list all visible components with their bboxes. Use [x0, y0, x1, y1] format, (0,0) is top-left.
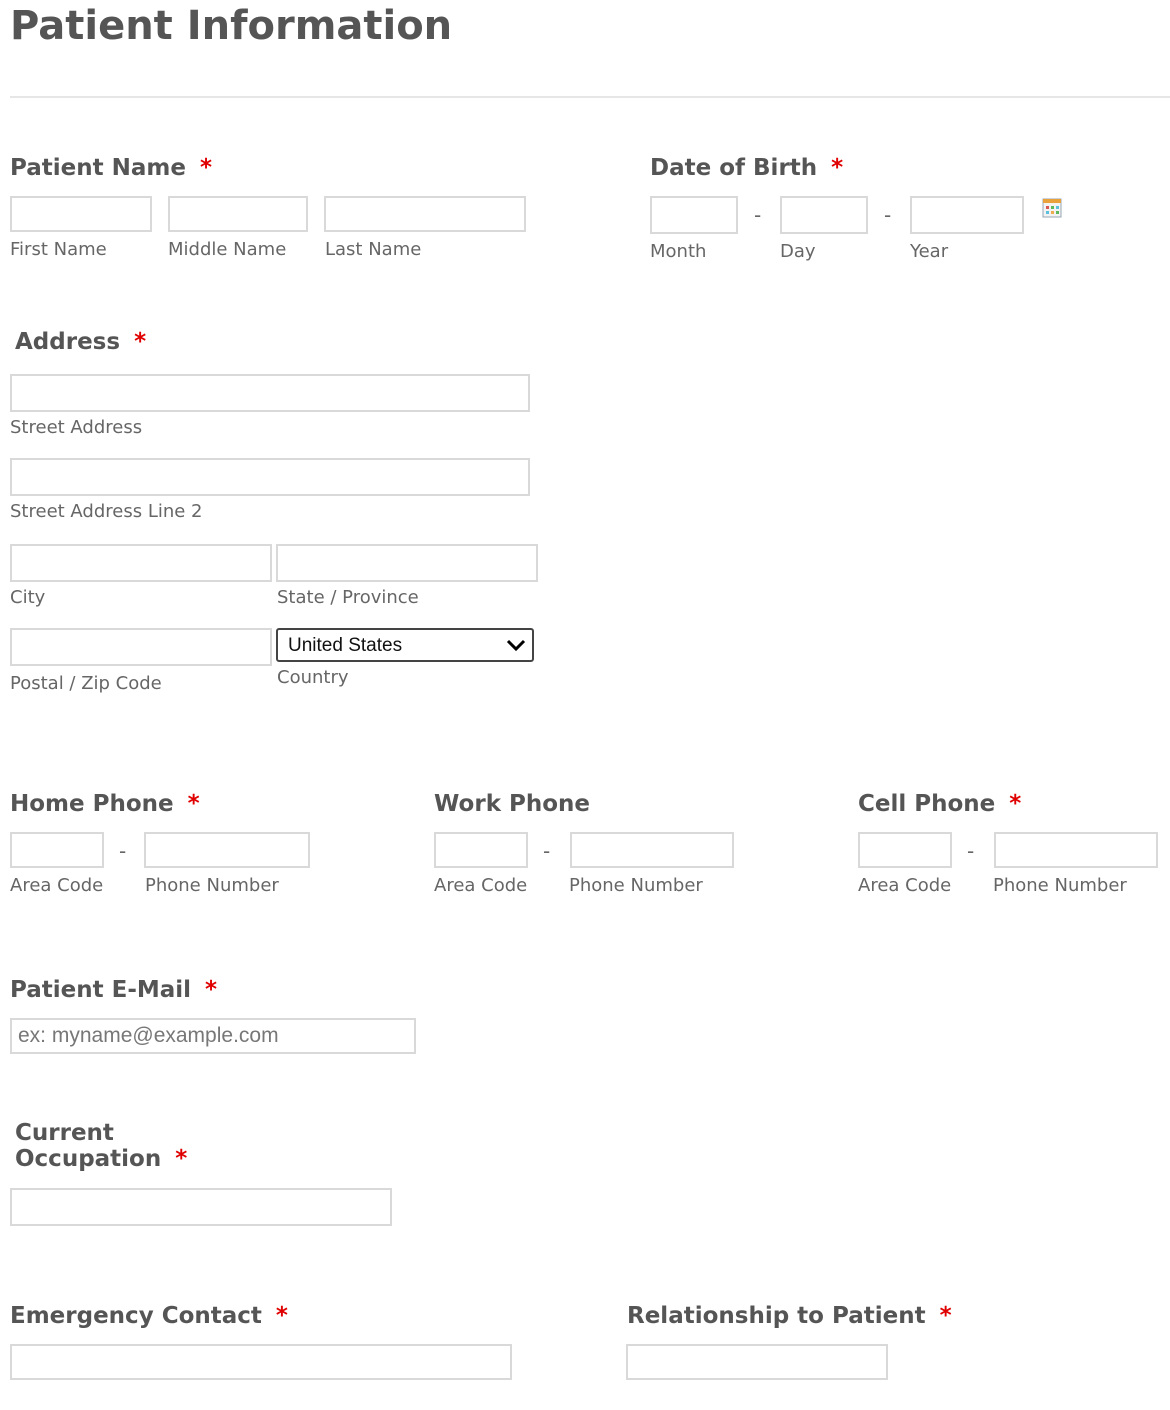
occupation-label-line2-wrap [15, 1146, 187, 1172]
city-sublabel: City [10, 587, 46, 608]
patient-name-label-text: Patient Name [10, 155, 186, 181]
cell-phone-area-input[interactable] [858, 832, 952, 868]
work-phone-label [434, 791, 590, 817]
dob-dash: - [884, 203, 892, 227]
state-province-sublabel: State / Province [277, 587, 419, 608]
chevron-down-icon [506, 637, 526, 653]
first-name-sublabel: First Name [10, 239, 107, 260]
work-phone-area-input[interactable] [434, 832, 528, 868]
work-phone-number-sublabel: Phone Number [569, 875, 703, 896]
required-asterisk: * [205, 977, 218, 1003]
occupation-label-line1: Current [15, 1120, 114, 1146]
address-label-text: Address [15, 329, 121, 355]
country-sublabel: Country [277, 667, 349, 688]
email-input[interactable] [10, 1018, 416, 1054]
phone-dash: - [967, 839, 975, 863]
cell-phone-number-input[interactable] [994, 832, 1158, 868]
cell-phone-label [858, 791, 1021, 817]
home-phone-number-input[interactable] [144, 832, 310, 868]
home-phone-label-text: Home Phone [10, 791, 174, 817]
street-address-line2-input[interactable] [10, 458, 530, 496]
title-divider [10, 96, 1170, 98]
first-name-input[interactable] [10, 196, 152, 232]
emergency-contact-label-text: Emergency Contact [10, 1303, 262, 1329]
dob-month-sublabel: Month [650, 241, 707, 262]
required-asterisk: * [175, 1146, 188, 1172]
dob-day-sublabel: Day [780, 241, 816, 262]
required-asterisk: * [831, 155, 844, 181]
country-select-value: United States [288, 635, 403, 656]
last-name-input[interactable] [324, 196, 526, 232]
relationship-label-text: Relationship to Patient [627, 1303, 926, 1329]
required-asterisk: * [1009, 791, 1022, 817]
home-phone-area-sublabel: Area Code [10, 875, 104, 896]
occupation-label-line2: Occupation [15, 1146, 162, 1172]
last-name-sublabel: Last Name [325, 239, 422, 260]
dob-dash: - [754, 203, 762, 227]
home-phone-number-sublabel: Phone Number [145, 875, 279, 896]
country-select[interactable] [276, 628, 534, 662]
emergency-contact-input[interactable] [10, 1344, 512, 1380]
address-label [15, 329, 146, 355]
dob-year-sublabel: Year [910, 241, 949, 262]
email-label [10, 977, 217, 1003]
dob-label-text: Date of Birth [650, 155, 818, 181]
emergency-contact-label [10, 1303, 288, 1329]
work-phone-area-sublabel: Area Code [434, 875, 528, 896]
phone-dash: - [119, 839, 127, 863]
street-address-input[interactable] [10, 374, 530, 412]
dob-month-input[interactable] [650, 196, 738, 234]
required-asterisk: * [134, 329, 147, 355]
state-province-input[interactable] [276, 544, 538, 582]
email-label-text: Patient E-Mail [10, 977, 192, 1003]
dob-day-input[interactable] [780, 196, 868, 234]
relationship-input[interactable] [626, 1344, 888, 1380]
dob-label [650, 155, 843, 181]
patient-name-label [10, 155, 212, 181]
work-phone-number-input[interactable] [570, 832, 734, 868]
postal-code-input[interactable] [10, 628, 272, 666]
middle-name-input[interactable] [168, 196, 308, 232]
required-asterisk: * [187, 791, 200, 817]
relationship-label [627, 1303, 952, 1329]
required-asterisk: * [275, 1303, 288, 1329]
calendar-icon[interactable] [1042, 198, 1062, 218]
occupation-input[interactable] [10, 1188, 392, 1226]
street-address-sublabel: Street Address [10, 417, 143, 438]
cell-phone-area-sublabel: Area Code [858, 875, 952, 896]
home-phone-label [10, 791, 200, 817]
city-input[interactable] [10, 544, 272, 582]
home-phone-area-input[interactable] [10, 832, 104, 868]
street-address-line2-sublabel: Street Address Line 2 [10, 501, 203, 522]
phone-dash: - [543, 839, 551, 863]
cell-phone-label-text: Cell Phone [858, 791, 996, 817]
postal-code-sublabel: Postal / Zip Code [10, 673, 162, 694]
work-phone-label-text: Work Phone [434, 791, 591, 817]
middle-name-sublabel: Middle Name [168, 239, 287, 260]
page-title: Patient Information [10, 3, 453, 49]
cell-phone-number-sublabel: Phone Number [993, 875, 1127, 896]
required-asterisk: * [939, 1303, 952, 1329]
dob-year-input[interactable] [910, 196, 1024, 234]
required-asterisk: * [199, 155, 212, 181]
occupation-label [15, 1120, 187, 1172]
